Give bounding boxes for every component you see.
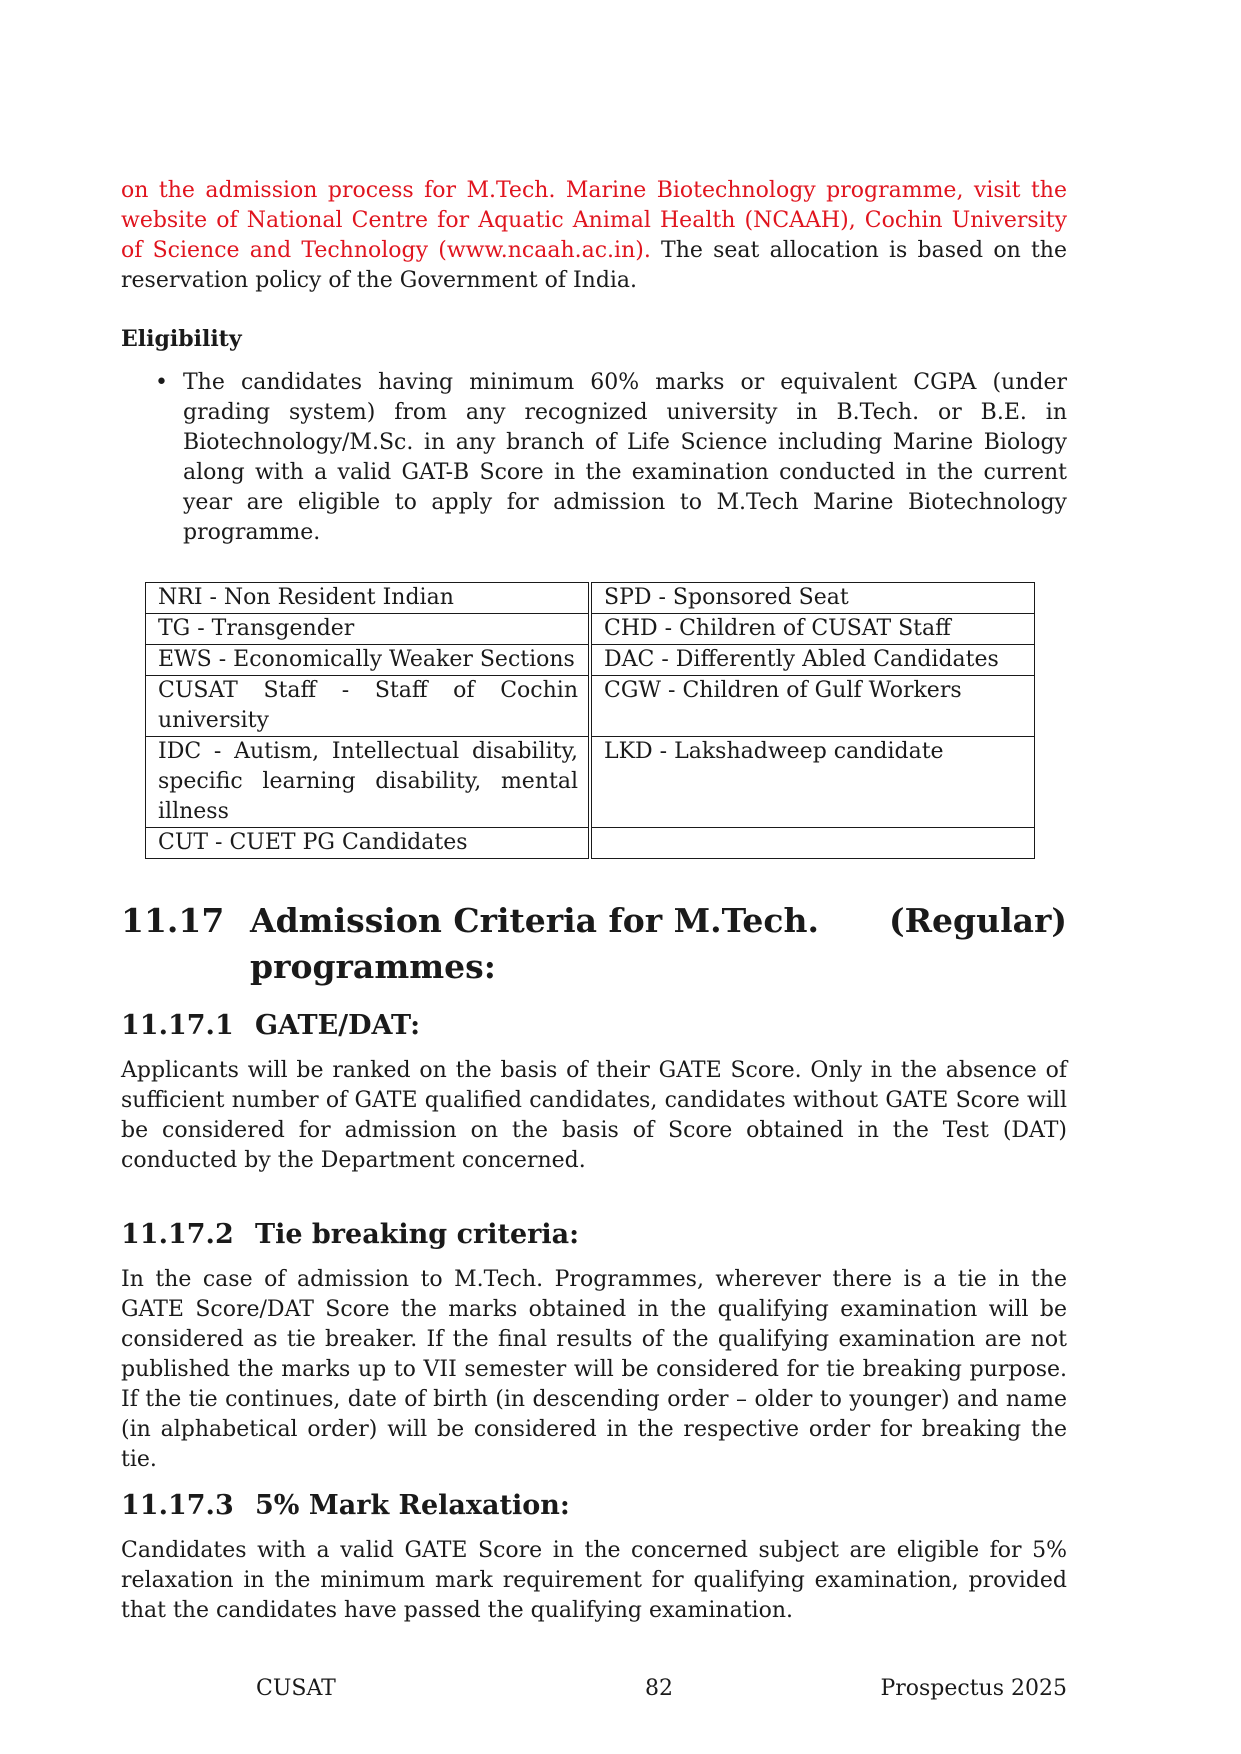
subsection-number: 11.17.1 — [121, 1010, 234, 1041]
section-title — [250, 898, 1067, 990]
subsection-title: Tie breaking criteria: — [255, 1219, 580, 1250]
table-row — [146, 583, 1035, 614]
table-cell: CHD - Children of CUSAT Staff — [590, 614, 1035, 645]
abbreviation-table — [145, 582, 1035, 859]
table-cell: DAC - Differently Abled Candidates — [590, 645, 1035, 676]
section-title-part2: (Regular) — [888, 901, 1067, 940]
section-title-part1: Admission Criteria for M.Tech. — [250, 901, 819, 940]
subsection-tie-breaking — [121, 1217, 1067, 1475]
eligibility-list — [121, 368, 1067, 548]
subsection-text: Applicants will be ranked on the basis of their GATE Score. Only in the absence of sufficient number of GATE qualified candidates, candidates without GATE Score will be considered for admission on the basis of Score obtained in the Test (DAT) conducted by the Department concerned. — [121, 1058, 1067, 1173]
subsection-number: 11.17.2 — [121, 1219, 234, 1250]
table-row — [146, 614, 1035, 645]
list-item: • The candidates having minimum 60% marks or equivalent CGPA (under grading system) from any recognized university in B.Tech. or B.E. in Biotechnology/M.Sc. in any branch of Life Science including Marine Biology along with a valid GAT-B Score in the examination conducted in the current year are eligible to apply for admission to M.Tech Marine Biotechnology programme. — [121, 368, 1067, 548]
subsection-heading — [121, 1488, 1067, 1524]
subsection-title: 5% Mark Relaxation: — [255, 1490, 570, 1521]
subsection-title: GATE/DAT: — [255, 1010, 421, 1041]
footer-right: Prospectus 2025 — [880, 1676, 1067, 1701]
subsection-heading — [121, 1008, 1067, 1044]
table-cell: CGW - Children of Gulf Workers — [590, 676, 1035, 737]
page-content — [121, 176, 1067, 1623]
table-cell: CUT - CUET PG Candidates — [146, 828, 591, 859]
intro-paragraph — [121, 176, 1067, 296]
table-cell — [590, 828, 1035, 859]
intro-link-text: on the admission process for M.Tech. Marine Biotechnology programme, visit the website of National Centre for Aquatic Animal Health (NCAAH), Cochin University of Science and Technology (www.ncaah.ac.in). — [121, 178, 1067, 263]
subsection-text: In the case of admission to M.Tech. Programmes, wherever there is a tie in the GATE Score/DAT Score the marks obtained in the qualifying examination will be considered as tie breaker. If the final results of the qualifying examination are not published the marks up to VII semester will be considered for tie breaking purpose. If the tie continues, date of birth (in descending order – older to younger) and name (in alphabetical order) will be considered in the respective order for breaking the tie. — [121, 1267, 1067, 1472]
page-number: 82 — [645, 1676, 673, 1701]
section-heading — [121, 898, 1067, 990]
table-cell: CUSAT Staff - Staff of Cochin university — [146, 676, 591, 737]
subsection-mark-relaxation — [121, 1488, 1067, 1626]
intro-text: The seat allocation is based on the reservation policy of the Government of India. — [121, 238, 1067, 293]
eligibility-heading: Eligibility — [121, 326, 242, 352]
table-row — [146, 676, 1035, 737]
table-cell: LKD - Lakshadweep candidate — [590, 737, 1035, 828]
table-cell: TG - Transgender — [146, 614, 591, 645]
section-title-line2: programmes: — [250, 947, 496, 986]
table-cell: IDC - Autism, Intellectual disability, specific learning disability, mental illness — [146, 737, 591, 828]
table-cell: SPD - Sponsored Seat — [590, 583, 1035, 614]
table-cell: EWS - Economically Weaker Sections — [146, 645, 591, 676]
section-number: 11.17 — [121, 901, 225, 940]
subsection-number: 11.17.3 — [121, 1490, 234, 1521]
subsection-gate-dat — [121, 1008, 1067, 1176]
table-row — [146, 737, 1035, 828]
subsection-heading — [121, 1217, 1067, 1253]
footer-left: CUSAT — [256, 1676, 336, 1701]
table-row — [146, 828, 1035, 859]
subsection-text: Candidates with a valid GATE Score in the concerned subject are eligible for 5% relaxation in the minimum mark requirement for qualifying examination, provided that the candidates have passed the qualifying examination. — [121, 1538, 1067, 1623]
table-cell: NRI - Non Resident Indian — [146, 583, 591, 614]
table-row — [146, 645, 1035, 676]
